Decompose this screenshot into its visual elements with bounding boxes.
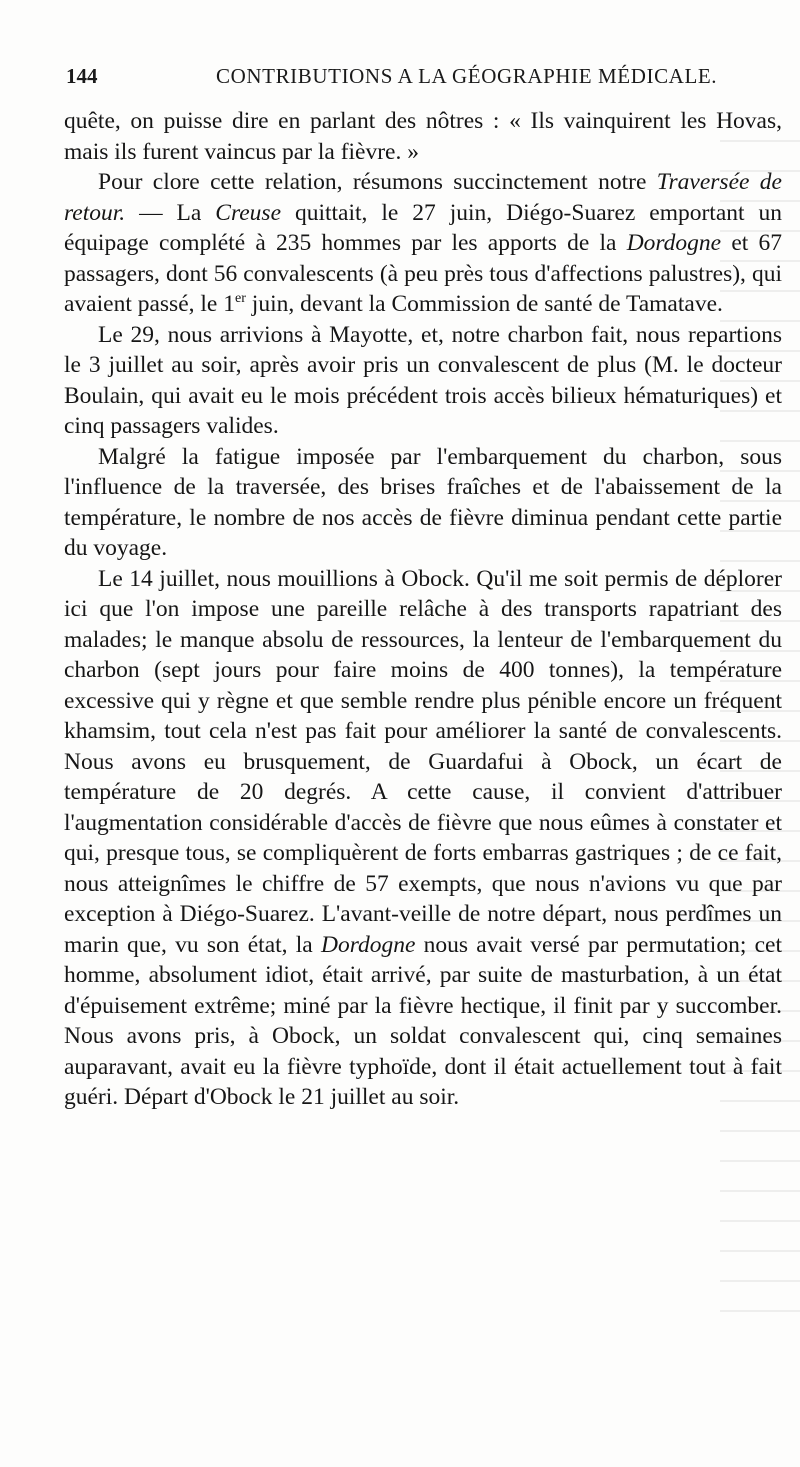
ship-name-creuse: Creuse xyxy=(215,199,282,226)
paragraph-5-text: Le 14 juillet, nous mouillions à Obock. Qu'il me soit permis de déplorer ici que l'on impose une pareille relâche à des transports rapatriant des malades; le manque absolu de ressources, la lenteur de l'embarquement du charbon (sept jours pour faire moins de 400 tonnes), la température excessive qui y règne et que semble rendre plus pénible encore un fréquent khamsim, tout cela n'est pas fait pour améliorer la santé de convalescents. Nous avons eu brusquement, de Guardafui à Obock, un écart de température de 20 degrés. A cette cause, il convient d'attribuer l'augmentation considérable d'accès de fièvre que nous eûmes à constater et qui, presque tous, se compliquèrent de forts embarras gastriques ; de ce fait, nous atteignîmes le chiffre de 57 exempts, que nous n'avions vu que par exception à Diégo-Suarez. L'avant-veille de notre départ, nous perdîmes un marin que, vu son état, la xyxy=(64,565,782,958)
paragraph-2-text: quittait, le 27 juin, Diégo-Suarez emportant un équipage complété à 235 hommes par les apports de la xyxy=(64,199,782,256)
paragraph-1: quête, on puisse dire en parlant des nôtres : « Ils vainquirent les Hovas, mais ils furent vaincus par la fièvre. » xyxy=(64,108,782,165)
paragraph-2-text: — La xyxy=(125,199,216,226)
running-header xyxy=(66,64,784,96)
ship-name-dordogne: Dordogne xyxy=(626,230,722,256)
paragraph-5 xyxy=(64,564,782,1113)
paragraph-2-text: Pour clore cette relation, résumons succinctement notre xyxy=(98,169,657,195)
ordinal-superscript: er xyxy=(234,290,246,307)
paragraph-2 xyxy=(64,167,782,320)
paragraph-5-text: nous avait versé par permutation; cet homme, absolument idiot, était arrivé, par suite de masturbation, à un état d'épuisement extrême; miné par la fièvre hectique, il finit par y succomber. Nous avons pris, à Obock, un soldat convalescent qui, cinq semaines auparavant, avait eu la fièvre typhoïde, dont il était actuellement tout à fait guéri. Départ d'Obock le 21 juillet au soir. xyxy=(64,931,782,1110)
body-text xyxy=(64,106,782,1113)
page-number: 144 xyxy=(66,64,98,88)
paragraph-2-text: juin, devant la Commission de santé de Tamatave. xyxy=(245,291,723,317)
running-title: CONTRIBUTIONS A LA GÉOGRAPHIE MÉDICALE. xyxy=(216,64,718,88)
paragraph-4: Malgré la fatigue imposée par l'embarquement du charbon, sous l'influence de la traversée, des brises fraîches et de l'abaissement de la température, le nombre de nos accès de fièvre diminua pendant cette partie du voyage. xyxy=(64,443,782,561)
paragraph-3: Le 29, nous arrivions à Mayotte, et, notre charbon fait, nous repartions le 3 juillet au soir, après avoir pris un convalescent de plus (M. le docteur Boulain, qui avait eu le mois précédent trois accès bilieux hématuriques) et cinq passagers valides. xyxy=(64,321,782,439)
paragraph-2-text: et 67 passagers, dont 56 convalescents (à peu près tous d'affections palustres), qui avaient passé, le 1 xyxy=(64,230,782,317)
section-title-italic: Traversée de retour. xyxy=(64,169,782,226)
ship-name-dordogne: Dordogne xyxy=(320,931,416,958)
